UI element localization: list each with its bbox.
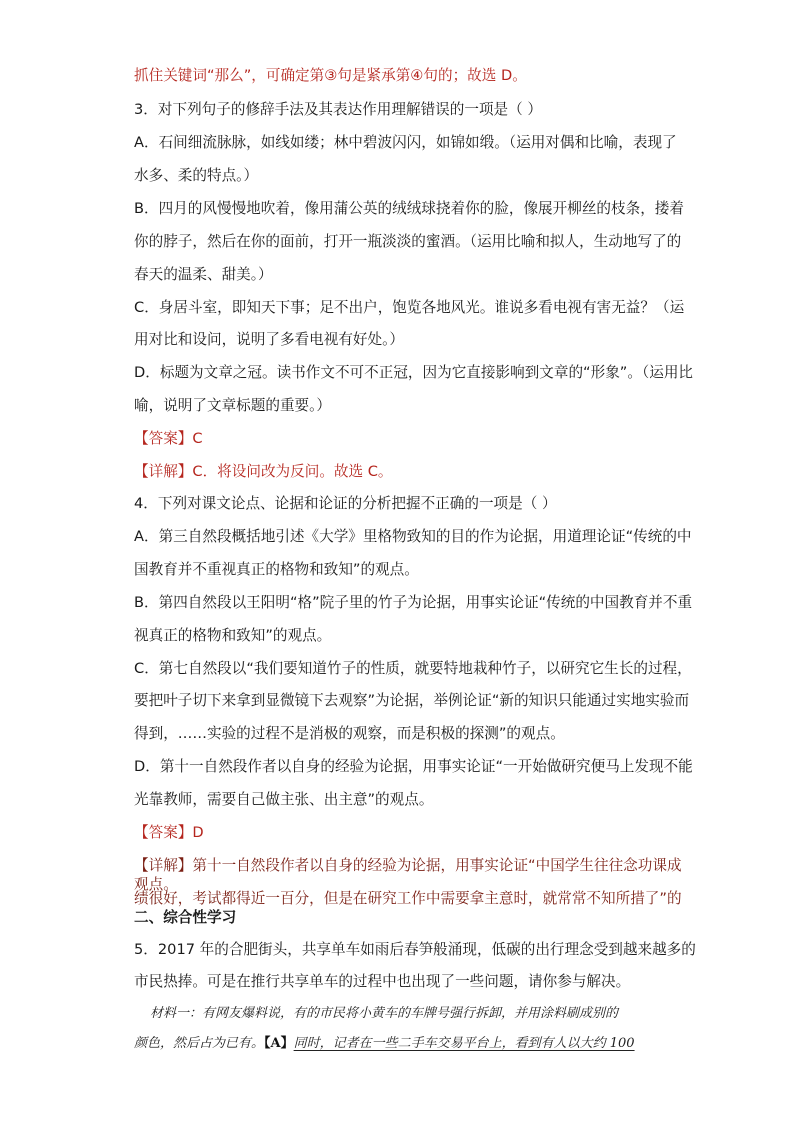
text-line: C．身居斗室，即知天下事；足不出户，饱览各地风光。谁说多看电视有害无益？（运 <box>134 299 685 316</box>
text-line: 光靠教师，需要自己做主张、出主意”的观点。 <box>134 791 434 808</box>
text-line: 二、综合性学习 <box>134 909 237 926</box>
material-line-2-plain: 颜色，然后占为已有。 <box>134 1036 265 1051</box>
text-line: 要把叶子切下来拿到显微镜下去观察”为论据，举例论证“新的知识只能通过实地实验而 <box>134 692 690 709</box>
text-line: B．四月的风慢慢地吹着，像用蒲公英的绒绒球挠着你的脸，像展开柳丝的枝条，搂着 <box>134 200 684 217</box>
text-line: 国教育并不重视真正的格物和致知”的观点。 <box>134 561 419 578</box>
text-line: 绩很好，考试都得近一百分，但是在研究工作中需要拿主意时，就常常不知所措了”的 <box>134 890 682 907</box>
text-line: 用对比和设问，说明了多看电视有好处。） <box>134 331 404 348</box>
text-line: C．第七自然段以“我们要知道竹子的性质，就要特地栽种竹子，以研究它生长的过程， <box>134 660 692 677</box>
text-line: A．第三自然段概括地引述《大学》里格物致知的目的作为论据，用道理论证“传统的中 <box>134 528 692 545</box>
text-line: 市民热捧。可是在推行共享单车的过程中也出现了一些问题，请你参与解决。 <box>134 973 631 990</box>
text-line: D．标题为文章之冠。读书作文不可不正冠，因为它直接影响到文章的“形象”。（运用比 <box>134 364 694 381</box>
material-line-2 <box>134 1034 635 1054</box>
text-line: 3．对下列句子的修辞手法及其表达作用理解错误的一项是（ ） <box>134 101 542 118</box>
material-tag-a: 【A】 <box>264 1036 294 1051</box>
text-line: 5．2017 年的合肥街头，共享单车如雨后春笋般涌现，低碳的出行理念受到越来越多的 <box>134 941 696 958</box>
text-line: 4．下列对课文论点、论据和论证的分析把握不正确的一项是（ ） <box>134 495 557 512</box>
text-line: 喻，说明了文章标题的重要。） <box>134 397 332 414</box>
text-line: 【答案】C <box>134 430 203 447</box>
text-line: 你的脖子，然后在你的面前，打开一瓶淡淡的蜜酒。（运用比喻和拟人，生动地写了的 <box>134 233 682 250</box>
text-line: 【详解】C．将设问改为反问。故选 C。 <box>134 463 393 480</box>
text-line: 得到，……实验的过程不是消极的观察，而是积极的探测”的观点。 <box>134 725 565 742</box>
text-line: 【答案】D <box>134 824 204 841</box>
material-line-1: 材料一：有网友爆料说，有的市民将小黄车的车牌号强行拆卸，并用涂料刷成别的 <box>150 1006 619 1021</box>
text-line: 【详解】第十一自然段作者以自身的经验为论据，用事实论证“中国学生往往念功课成 <box>134 857 682 874</box>
text-line: D．第十一自然段作者以自身的经验为论据，用事实论证“一开始做研究便马上发现不能 <box>134 758 693 775</box>
text-line: B．第四自然段以王阳明“格”院子里的竹子为论据，用事实论证“传统的中国教育并不重 <box>134 594 693 611</box>
text-line: 抓住关键词“那么”，可确定第③句是紧承第④句的；故选 D。 <box>134 67 527 84</box>
text-line: 观点。 <box>134 876 178 893</box>
text-line: A．石间细流脉脉，如线如缕；林中碧波闪闪，如锦如缎。（运用对偶和比喻，表现了 <box>134 134 677 151</box>
material-line-2-underlined: 同时，记者在一些二手车交易平台上，看到有人以大约 100 <box>293 1036 635 1051</box>
text-line: 水多、柔的特点。） <box>134 167 259 184</box>
text-line: 视真正的格物和致知”的观点。 <box>134 627 332 644</box>
text-line: 春天的温柔、甜美。） <box>134 266 273 283</box>
